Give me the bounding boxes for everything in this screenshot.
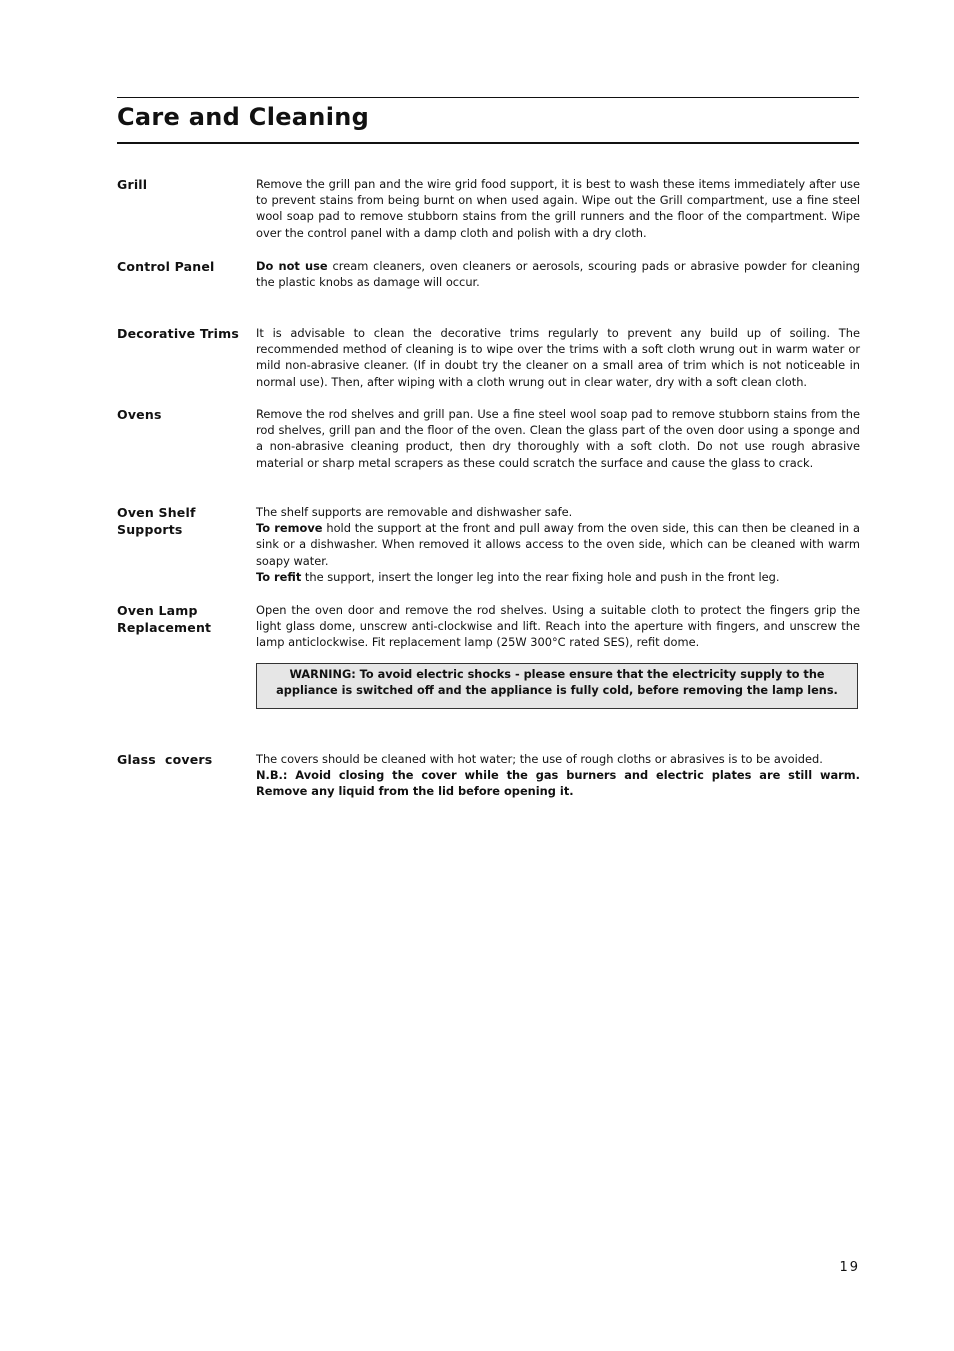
bold-lead: Do not use	[256, 259, 328, 273]
section-text	[256, 751, 860, 800]
text-body: the support, insert the longer leg into the rear fixing hole and push in the front leg.	[301, 569, 780, 584]
refit-paragraph	[256, 569, 860, 585]
bold-lead: To refit	[256, 569, 302, 584]
section-label: Oven Lamp Replacement	[117, 603, 212, 635]
remove-paragraph	[256, 520, 860, 569]
section-label: Decorative Trims	[117, 326, 239, 341]
section-text: Remove the rod shelves and grill pan. Use a fine steel wool soap pad to remove stubborn stains from the rod shelves, grill pan and the floor of the oven. Clean the glass part of the oven door using a sponge and a non-abrasive cleaning product, then dry thoroughly with a soft cloth. Do not use rough abrasive material or sharp metal scrapers as these could scratch the surface and cause the glass to crack.	[256, 407, 860, 470]
header-bottom-rule	[117, 142, 859, 144]
page-title: Care and Cleaning	[117, 103, 370, 131]
text-body: hold the support at the front and pull away from the oven side, this can then be cleaned in a sink or a dishwasher. When removed it allows access to the oven side, which can be cleaned with warm soapy water.	[256, 521, 860, 568]
section-label: Ovens	[117, 407, 162, 422]
section-text	[256, 258, 860, 290]
section-text: Open the oven door and remove the rod shelves. Using a suitable cloth to protect the fingers grip the light glass dome, unscrew anti-clockwise and lift. Reach into the aperture with fingers, and unscrew the lamp anticlockwise. Fit replacement lamp (25W 300°C rated SES), refit dome.	[256, 603, 860, 650]
text-body: The covers should be cleaned with hot water; the use of rough cloths or abrasives is to be avoided.	[256, 752, 823, 766]
section-label: Grill	[117, 177, 148, 192]
section-text: Remove the grill pan and the wire grid food support, it is best to wash these items immediately after use to prevent stains from being burnt on when used again. Wipe out the Grill compartment, use a fine steel wool soap pad to remove stubborn stains from the grill runners and the floor of the compartment. Wipe over the control panel with a damp cloth and polish with a dry cloth.	[256, 177, 860, 240]
section-label: Oven Shelf Supports	[117, 505, 196, 537]
text-body: cream cleaners, oven cleaners or aerosols, scouring pads or abrasive powder for cleaning the plastic knobs as damage will occur.	[256, 259, 860, 290]
section-label: Glass covers	[117, 752, 213, 767]
section-label: Control Panel	[117, 259, 215, 274]
page-number: 19	[839, 1260, 860, 1275]
note-text: N.B.: Avoid closing the cover while the gas burners and electric plates are still warm. Remove any liquid from the lid before opening it.	[256, 768, 860, 799]
warning-box: WARNING: To avoid electric shocks - please ensure that the electricity supply to the appliance is switched off and the appliance is fully cold, before removing the lamp lens.	[256, 663, 858, 709]
bold-lead: To remove	[256, 521, 323, 536]
section-text: It is advisable to clean the decorative trims regularly to prevent any build up of soiling. The recommended method of cleaning is to wipe over the trims with a soft cloth wrung out in warm water or mild non-abrasive cleaner. (If in doubt try the cleaner on a small area of trim which is not noticeable in normal use). Then, after wiping with a cloth wrung out in clear water, dry with a soft clean cloth.	[256, 326, 860, 389]
section-text	[256, 504, 860, 585]
intro-paragraph: The shelf supports are removable and dishwasher safe.	[256, 505, 573, 519]
header-top-rule	[117, 97, 859, 98]
